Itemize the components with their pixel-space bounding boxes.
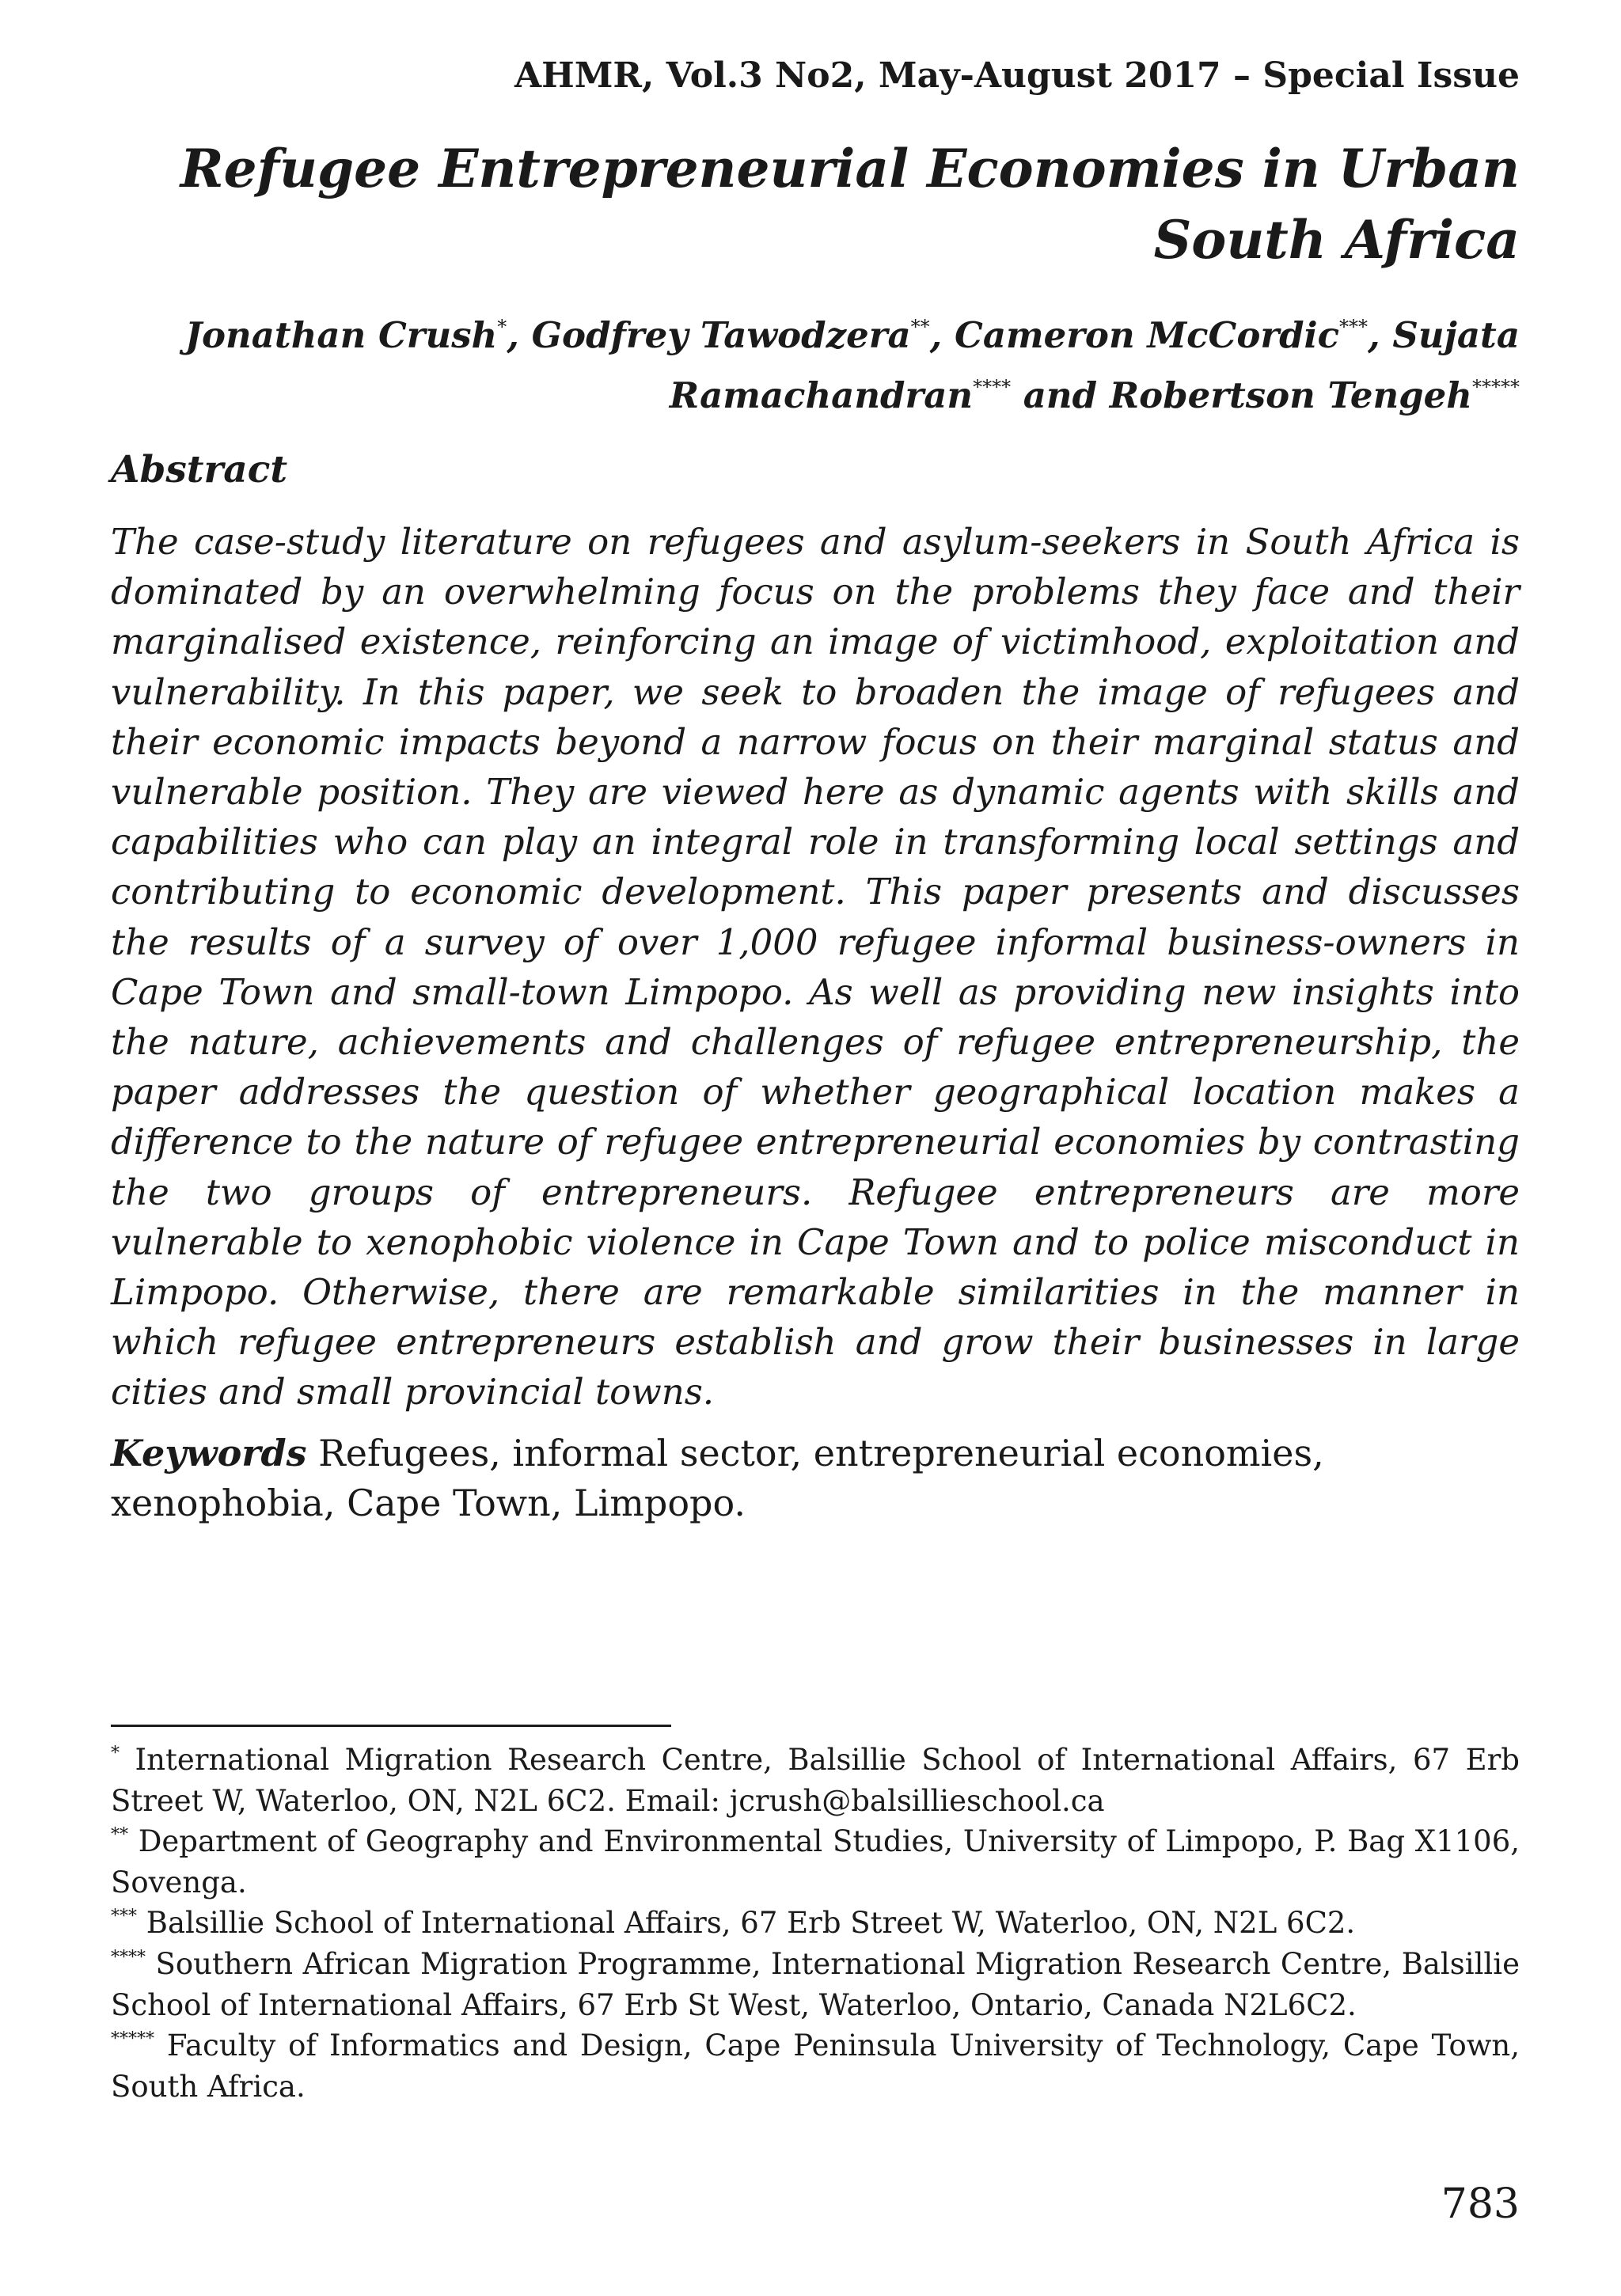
author-separator: and bbox=[1011, 374, 1110, 416]
footnote-mark: * bbox=[111, 1744, 120, 1763]
author-separator: , bbox=[929, 314, 955, 356]
author-footnote-mark: *** bbox=[1339, 316, 1369, 338]
author-list bbox=[127, 306, 1520, 426]
footnote-mark: *** bbox=[111, 1907, 137, 1927]
footnote-mark: ***** bbox=[111, 2029, 154, 2050]
footnotes bbox=[111, 1740, 1520, 2107]
keywords-label: Keywords bbox=[111, 1432, 307, 1474]
footnote-text: Department of Geography and Environmental Studies, University of Limpopo, P. Bag X1106, Sovenga. bbox=[111, 1824, 1520, 1899]
article-title: Refugee Entrepreneurial Economies in Urban South Africa bbox=[180, 138, 1520, 271]
author-footnote-mark: **** bbox=[973, 376, 1012, 398]
footnote bbox=[111, 2025, 1520, 2107]
footnote-divider bbox=[111, 1725, 671, 1727]
footnote-text: International Migration Research Centre, Balsillie School of International Affairs, 67 Erb Street W, Waterloo, ON, N2L 6C2. Email: jcrush@balsillieschool.ca bbox=[111, 1743, 1520, 1818]
author-name: Sujata Ramachandran bbox=[669, 314, 1520, 416]
footnote-text: Faculty of Informatics and Design, Cape Peninsula University of Technology, Cape Town, South Africa. bbox=[111, 2028, 1520, 2104]
abstract-heading: Abstract bbox=[111, 448, 288, 491]
author-footnote-mark: ** bbox=[910, 316, 930, 338]
author-footnote-mark: ***** bbox=[1472, 376, 1520, 398]
footnote bbox=[111, 1944, 1520, 2025]
footnote-mark: **** bbox=[111, 1947, 146, 1968]
page-number: 783 bbox=[1441, 2180, 1520, 2228]
author-separator: , bbox=[1368, 314, 1393, 356]
author-name: Godfrey Tawodzera bbox=[531, 314, 911, 356]
author-name: Robertson Tengeh bbox=[1109, 374, 1472, 416]
footnote-text: Southern African Migration Programme, International Migration Research Centre, Balsillie School of International Affairs, 67 Erb St West, Waterloo, Ontario, Canada N2L6C2. bbox=[111, 1946, 1520, 2022]
author-name: Jonathan Crush bbox=[184, 314, 498, 356]
author-separator: , bbox=[507, 314, 532, 356]
abstract-body: The case-study literature on refugees and asylum-seekers in South Africa is dominated by an overwhelming focus on the problems they face and their marginalised existence, reinforcing an image of victimhood, exploitation and vulnerability. In this paper, we seek to broaden the image of refugees and their economic impacts beyond a narrow focus on their marginal status and vulnerable position. They are viewed here as dynamic agents with skills and capabilities who can play an integral role in transforming local settings and contributing to economic development. This paper presents and discusses the results of a survey of over 1,000 refugee informal business-owners in Cape Town and small-town Limpopo. As well as providing new insights into the nature, achievements and challenges of refugee entrepreneurship, the paper addresses the question of whether geographical location makes a difference to the nature of refugee entrepreneurial economies by contrasting the two groups of entrepreneurs. Refugee entrepreneurs are more vulnerable to xenophobic violence in Cape Town and to police misconduct in Limpopo. Otherwise, there are remarkable similarities in the manner in which refugee entrepreneurs establish and grow their businesses in large cities and small provincial towns. bbox=[111, 521, 1520, 1414]
footnote bbox=[111, 1821, 1520, 1903]
footnote bbox=[111, 1740, 1520, 1821]
journal-header: AHMR, Vol.3 No2, May-August 2017 – Special Issue bbox=[514, 55, 1520, 96]
footnote-mark: ** bbox=[111, 1825, 128, 1846]
keywords-text: Refugees, informal sector, entrepreneurial economies, xenophobia, Cape Town, Limpopo. bbox=[111, 1432, 1324, 1524]
footnote-text: Balsillie School of International Affairs, 67 Erb Street W, Waterloo, ON, N2L 6C2. bbox=[137, 1906, 1356, 1941]
footnote bbox=[111, 1903, 1520, 1944]
author-name: Cameron McCordic bbox=[955, 314, 1340, 356]
author-footnote-mark: * bbox=[497, 316, 507, 338]
keywords bbox=[111, 1429, 1520, 1528]
